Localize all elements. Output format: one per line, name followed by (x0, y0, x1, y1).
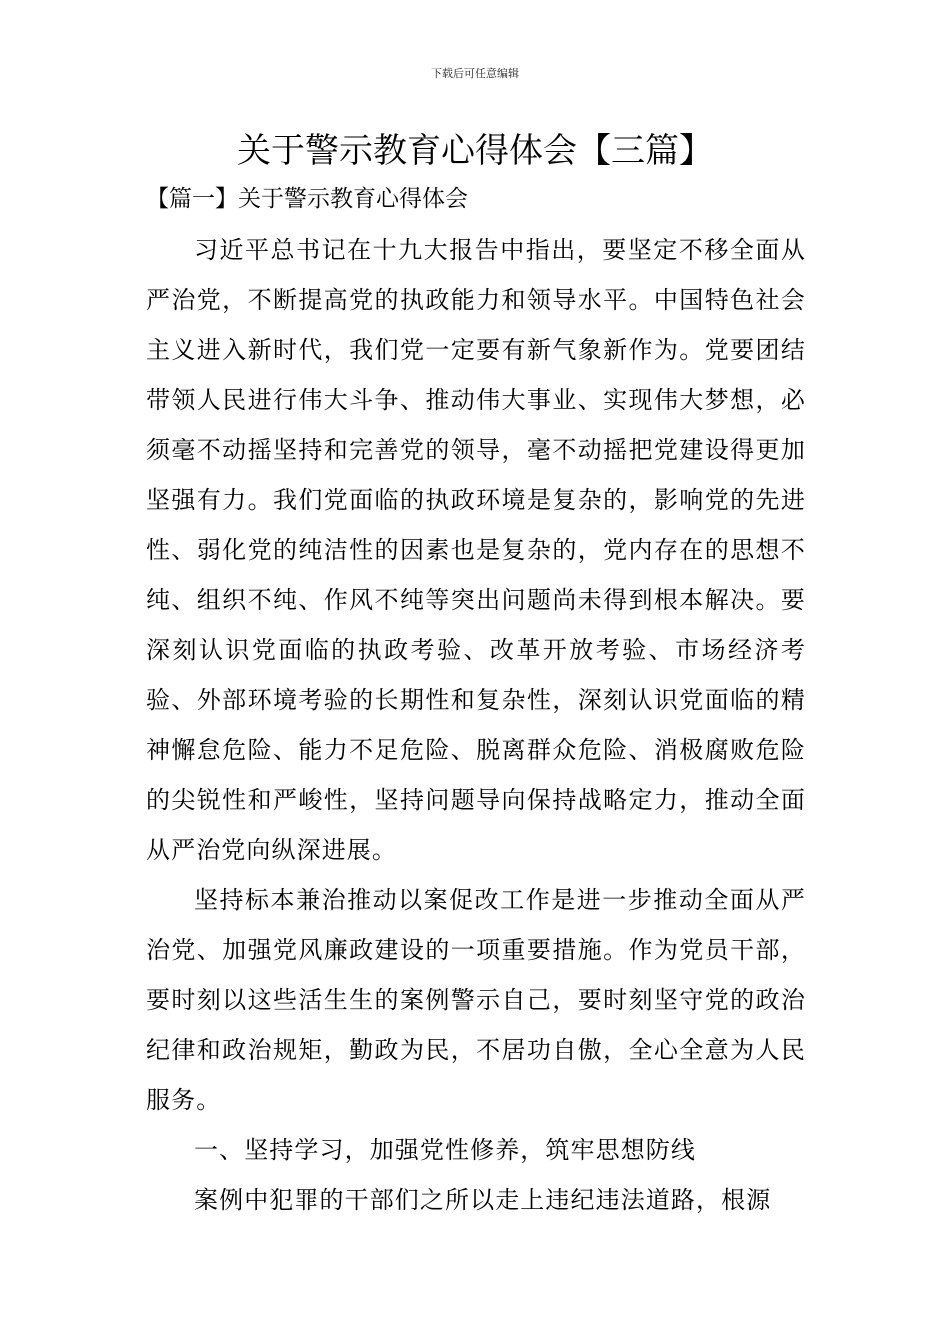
section-heading: 【篇一】关于警示教育心得体会 (146, 186, 468, 212)
paragraph: 案例中犯罪的干部们之所以走上违纪违法道路，根源 (194, 1186, 772, 1214)
header-note: 下载后可任意编辑 (431, 67, 519, 80)
paragraph: 坚持标本兼治推动以案促改工作是进一步推动全面从严治党、加强党风廉政建设的一项重要措施。作为党员干部，要时刻以这些活生生的案例警示自己，要时刻坚守党的政治纪律和政治规矩，勤政为民，不居功自傲，全心全意为人民服务。 (146, 886, 806, 1114)
paragraph: 一、坚持学习，加强党性修养，筑牢思想防线 (194, 1136, 696, 1164)
document-title: 关于警示教育心得体会【三篇】 (237, 131, 713, 171)
document-body (146, 225, 806, 1225)
paragraph: 习近平总书记在十九大报告中指出，要坚定不移全面从严治党，不断提高党的执政能力和领导水平。中国特色社会主义进入新时代，我们党一定要有新气象新作为。党要团结带领人民进行伟大斗争、推动伟大事业、实现伟大梦想，必须毫不动摇坚持和完善党的领导，毫不动摇把党建设得更加坚强有力。我们党面临的执政环境是复杂的，影响党的先进性、弱化党的纯洁性的因素也是复杂的，党内存在的思想不纯、组织不纯、作风不纯等突出问题尚未得到根本解决。要深刻认识党面临的执政考验、改革开放考验、市场经济考验、外部环境考验的长期性和复杂性，深刻认识党面临的精神懈怠危险、能力不足危险、脱离群众危险、消极腐败危险的尖锐性和严峻性，坚持问题导向保持战略定力，推动全面从严治党向纵深进展。 (146, 236, 806, 864)
